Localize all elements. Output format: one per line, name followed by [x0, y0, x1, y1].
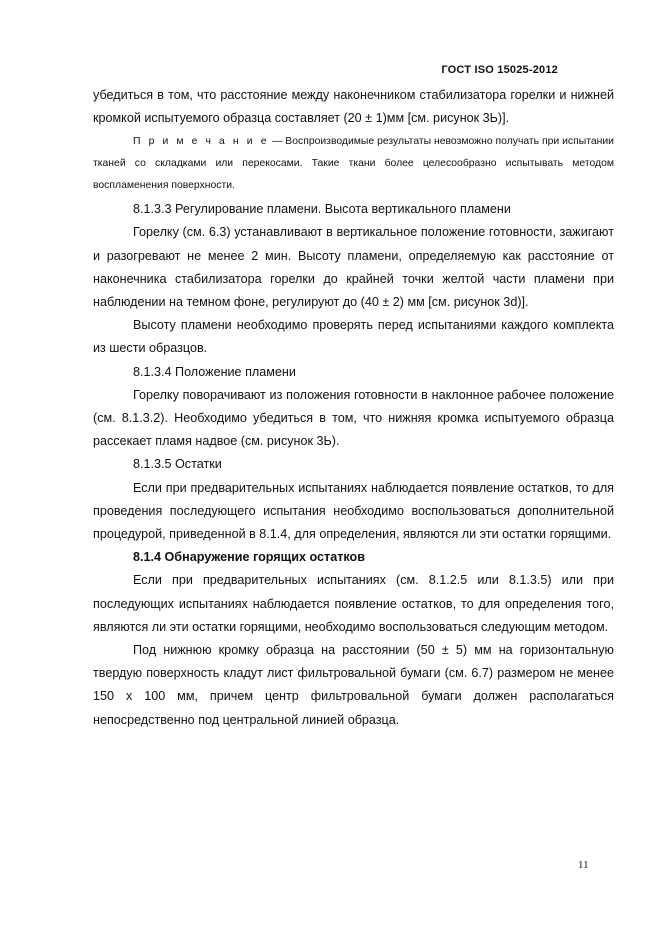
section-heading-8-1-3-3: 8.1.3.3 Регулирование пламени. Высота вертикального пламени	[133, 202, 511, 217]
paragraph-continuation: убедиться в том, что расстояние между наконечником стабилизатора горелки и нижней кромкой испытуемого образца составляет (20 ± 1)мм [см. рисунок 3Ь)].	[93, 88, 614, 126]
section-heading-8-1-3-4: 8.1.3.4 Положение пламени	[133, 364, 296, 379]
document-header: ГОСТ ISO 15025-2012	[441, 64, 558, 76]
document-body	[93, 84, 614, 732]
paragraph-flame-position: Горелку поворачивают из положения готовности в наклонное рабочее положение (см. 8.1.3.2). Необходимо убедиться в том, что нижняя кромка испытуемого образца рассекает пламя надвое (см. рисунок 3Ь).	[93, 387, 614, 449]
note-label: П р и м е ч а н и е	[133, 136, 270, 148]
paragraph-filter-paper: Под нижнюю кромку образца на расстоянии (50 ± 5) мм на горизонтальную твердую поверхность кладут лист фильтровальной бумаги (см. 6.7) размером не менее 150 x 100 мм, причем центр фильтровальной бумаги должен располагаться непосредственно под центральной линией образца.	[93, 643, 614, 727]
section-heading-8-1-4: 8.1.4 Обнаружение горящих остатков	[133, 550, 365, 565]
note	[93, 131, 614, 196]
paragraph-flame-height: Горелку (см. 6.3) устанавливают в вертикальное положение готовности, зажигают и разогревают не менее 2 мин. Высоту пламени, определяемую как расстояние от наконечника стабилизатора горелки до крайней точки желтой части пламени при наблюдении на темном фоне, регулируют до (40 ± 2) мм [см. рисунок 3d)].	[93, 225, 614, 309]
paragraph-debris: Если при предварительных испытаниях наблюдается появление остатков, то для проведения последующего испытания необходимо воспользоваться дополнительной процедурой, приведенной в 8.1.4, для определения, являются ли эти остатки горящими.	[93, 480, 614, 542]
section-heading-8-1-3-5: 8.1.3.5 Остатки	[133, 457, 222, 472]
page-number: 11	[578, 859, 589, 871]
paragraph-flame-check: Высоту пламени необходимо проверять перед испытаниями каждого комплекта из шести образцов.	[93, 318, 614, 356]
paragraph-burning-debris: Если при предварительных испытаниях (см. 8.1.2.5 или 8.1.3.5) или при последующих испытаниях наблюдается появление остатков, то для определения того, являются ли эти остатки горящими, необходимо воспользоваться следующим методом.	[93, 573, 614, 634]
note-text: — Воспроизводимые результаты невозможно получать при испытании тканей со складками или перекосами. Такие ткани более целесообразно испытывать методом воспламенения поверхности.	[93, 136, 614, 191]
